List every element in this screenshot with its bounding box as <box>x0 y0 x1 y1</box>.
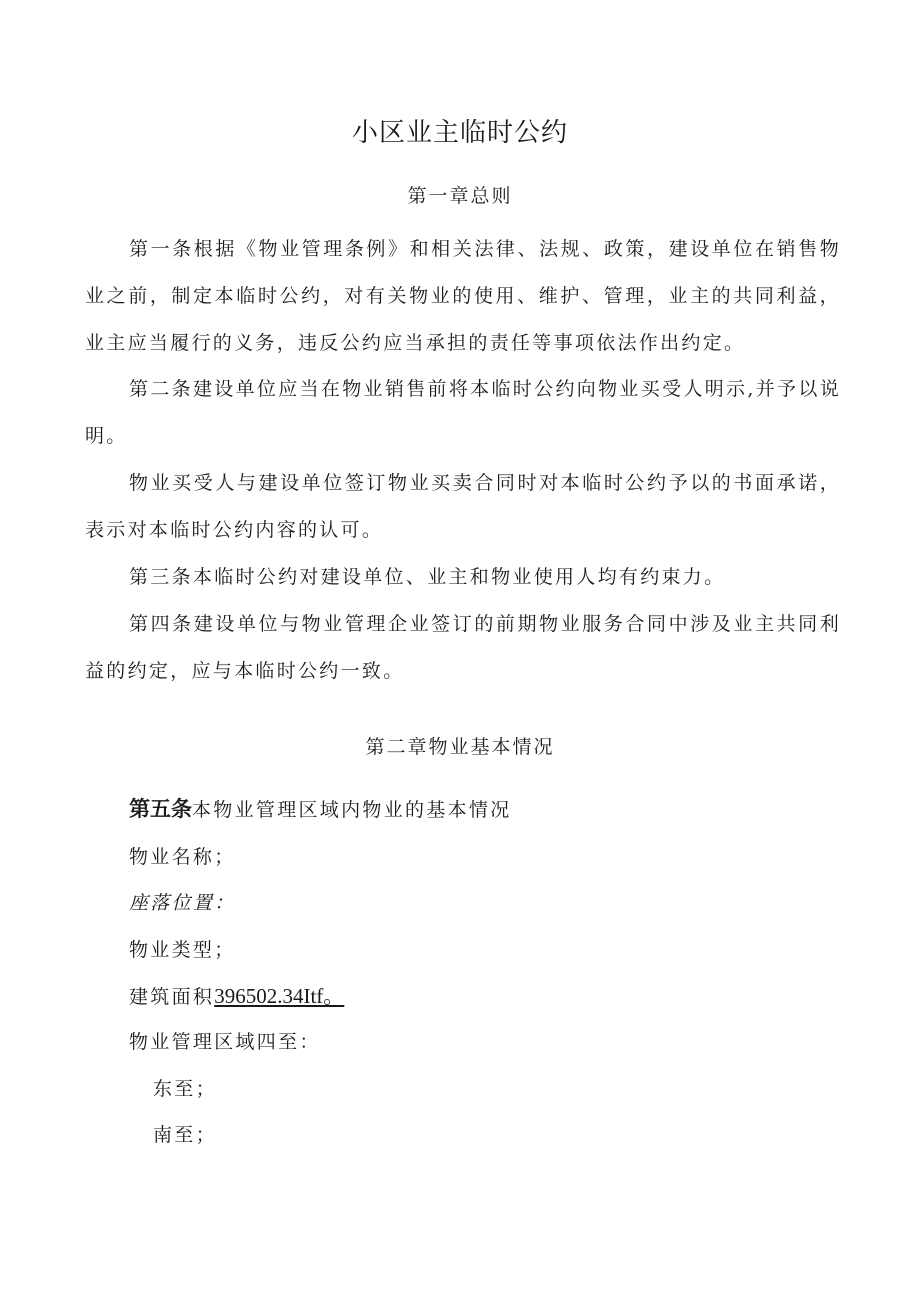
article-5-text: 本物业管理区域内物业的基本情况 <box>192 799 512 821</box>
south-boundary-label: 南至； <box>153 1124 217 1146</box>
article-1: 第一条根据《物业管理条例》和相关法律、法规、政策，建设单位在销售物业之前，制定本临时公约，对有关物业的使用、维护、管理，业主的共同利益，业主应当履行的义务，违反公约应当承担的责任等事项依法作出约定。 <box>85 238 841 354</box>
article-2-continued: 物业买受人与建设单位签订物业买卖合同时对本临时公约予以的书面承诺，表示对本临时公约内容的认可。 <box>85 472 841 541</box>
building-area-label: 建筑面积 <box>129 986 215 1008</box>
chapter-2-heading: 第二章物业基本情况 <box>365 736 555 758</box>
article-5 <box>129 793 512 823</box>
article-3: 第三条本临时公约对建设单位、业主和物业使用人均有约束力。 <box>129 566 726 588</box>
document-title: 小区业主临时公约 <box>351 118 568 148</box>
article-2: 第二条建设单位应当在物业销售前将本临时公约向物业买受人明示,并予以说明。 <box>85 378 841 447</box>
location-label: 座落位置： <box>129 892 236 914</box>
property-name-label: 物业名称； <box>129 846 236 868</box>
boundary-label: 物业管理区域四至： <box>129 1031 321 1053</box>
article-4: 第四条建设单位与物业管理企业签订的前期物业服务合同中涉及业主共同利益的约定，应与本临时公约一致。 <box>85 613 841 682</box>
east-boundary-label: 东至； <box>153 1078 217 1100</box>
building-area-value: 396502.34Itf。 <box>214 984 345 1008</box>
building-area-line <box>129 980 344 1010</box>
chapter-1-heading: 第一章总则 <box>407 185 513 207</box>
property-type-label: 物业类型； <box>129 939 236 961</box>
article-5-label: 第五条 <box>129 797 192 821</box>
